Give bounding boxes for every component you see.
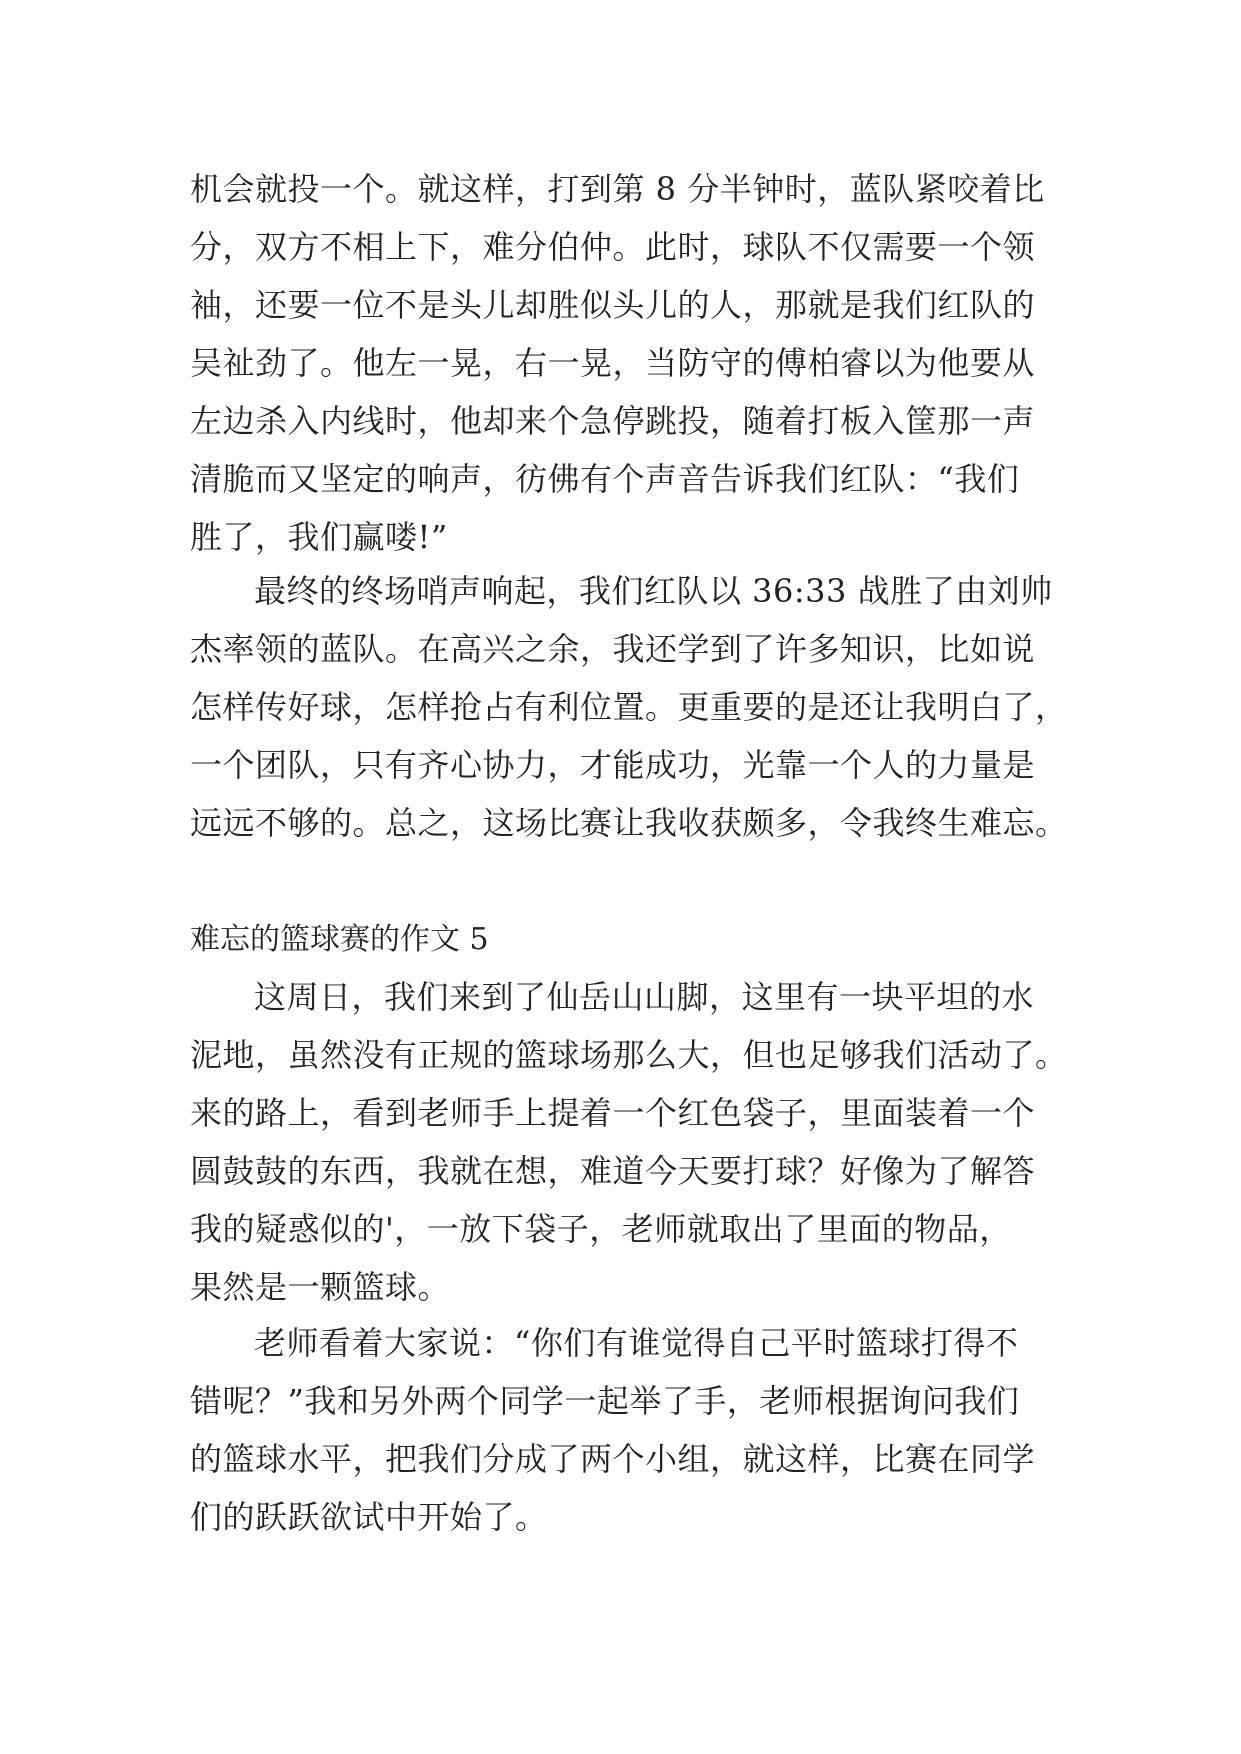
section-heading: 难忘的篮球赛的作文 5 [190,922,489,957]
paragraph-line: 最终的终场哨声响起，我们红队以 36:33 战胜了由刘帅 [254,572,1053,610]
paragraph-line: 一个团队，只有齐心协力，才能成功，光靠一个人的力量是 [190,746,1036,784]
paragraph-line: 杰率领的蓝队。在高兴之余，我还学到了许多知识，比如说 [190,630,1036,668]
paragraph-line: 错呢？”我和另外两个同学一起举了手，老师根据询问我们 [190,1382,1020,1420]
paragraph-2 [190,562,1068,852]
paragraph-line: 远远不够的。总之，这场比赛让我收获颇多，令我终生难忘。 [190,804,1068,842]
paragraph-line: 分，双方不相上下，难分伯仲。此时，球队不仅需要一个领 [190,228,1036,266]
paragraph-line: 们的跃跃欲试中开始了。 [190,1498,548,1536]
paragraph-line: 这周日，我们来到了仙岳山山脚，这里有一块平坦的水 [254,978,1035,1016]
paragraph-line: 怎样传好球，怎样抢占有利位置。更重要的是还让我明白了， [190,688,1068,726]
paragraph-3 [190,968,1068,1316]
paragraph-line: 我的疑惑似的'，一放下袋子，老师就取出了里面的物品， [190,1210,1012,1248]
paragraph-line: 吴祉劲了。他左一晃，右一晃，当防守的傅柏睿以为他要从 [190,344,1036,382]
paragraph-line: 清脆而又坚定的响声，彷佛有个声音告诉我们红队：“我们 [190,460,1020,498]
paragraph-line: 来的路上，看到老师手上提着一个红色袋子，里面装着一个 [190,1094,1036,1132]
paragraph-line: 的篮球水平，把我们分成了两个小组，就这样，比赛在同学 [190,1440,1036,1478]
paragraph-4 [190,1314,1052,1546]
paragraph-line: 袖，还要一位不是头儿却胜似头儿的人，那就是我们红队的 [190,286,1036,324]
paragraph-line: 果然是一颗篮球。 [190,1268,451,1306]
paragraph-line: 胜了，我们赢喽!” [190,518,448,556]
paragraph-line: 左边杀入内线时，他却来个急停跳投，随着打板入筐那一声 [190,402,1036,440]
paragraph-line: 老师看着大家说：“你们有谁觉得自己平时篮球打得不 [254,1324,1019,1362]
paragraph-line: 机会就投一个。就这样，打到第 8 分半钟时，蓝队紧咬着比 [190,170,1045,208]
paragraph-1 [190,160,1052,566]
paragraph-line: 泥地，虽然没有正规的篮球场那么大，但也足够我们活动了。 [190,1036,1068,1074]
paragraph-line: 圆鼓鼓的东西，我就在想，难道今天要打球？好像为了解答 [190,1152,1036,1190]
